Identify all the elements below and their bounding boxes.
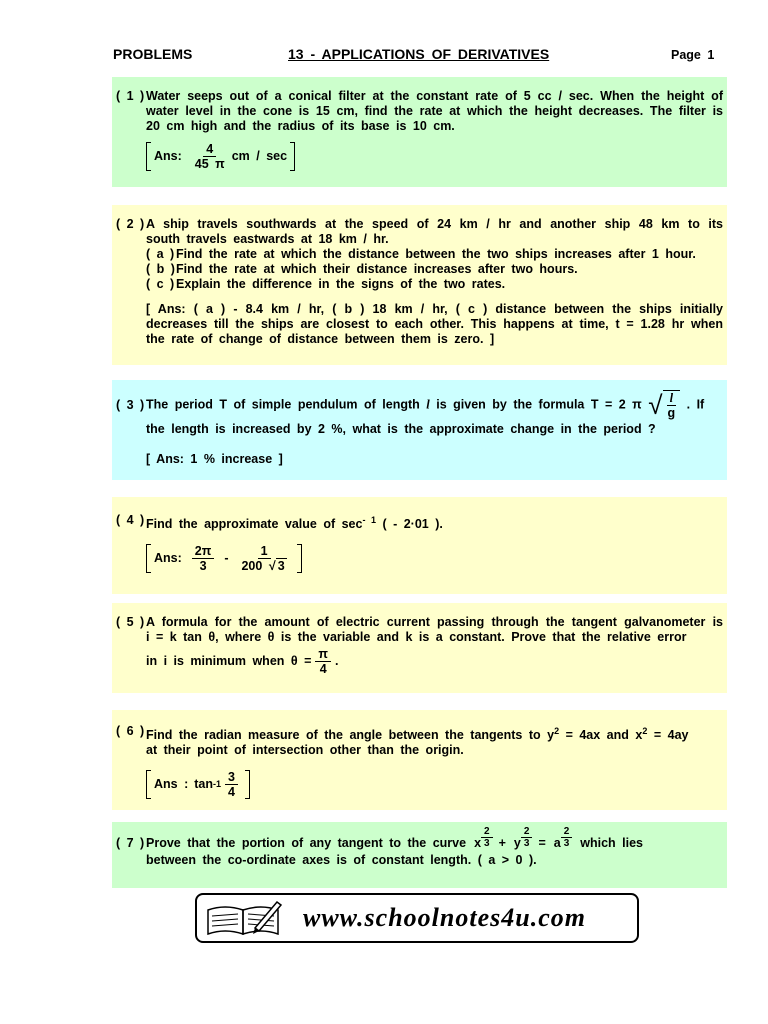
problem-number: ( 5 ) <box>116 615 145 629</box>
superscript: - 1 <box>362 515 376 525</box>
text-part: ( - 2·01 ). <box>382 517 443 532</box>
problem-6 <box>112 710 727 810</box>
problem-text-cont: between the co-ordinate axes is of constant length. ( a > 0 ). <box>146 853 537 867</box>
denominator: 4 <box>228 785 235 800</box>
text-part: = 4ay <box>653 728 689 743</box>
subpart-label: ( a ) <box>146 247 175 261</box>
problem-number: ( 4 ) <box>116 513 145 527</box>
fraction <box>225 770 238 799</box>
denominator: 200 √ 3 <box>241 559 285 574</box>
answer-label: Ans : <box>154 777 189 792</box>
problem-4 <box>112 497 727 594</box>
subpart-b <box>146 262 723 277</box>
text-part: . If <box>686 397 705 412</box>
denominator: 3 <box>199 559 207 574</box>
numerator: 2π <box>192 544 215 559</box>
text-part: The period T of simple pendulum of length <box>146 397 420 412</box>
denominator: g <box>667 406 676 420</box>
equation-var: x <box>635 728 643 743</box>
text-part: Prove that the portion of any tangent to the curve <box>146 836 467 850</box>
variable: l <box>426 397 430 412</box>
problem-text <box>146 513 443 532</box>
fraction-1 <box>192 544 215 573</box>
numerator: π <box>315 647 331 662</box>
curve-a: a <box>553 836 561 850</box>
answer-unit: cm / sec <box>231 149 288 163</box>
subpart-c <box>146 277 723 292</box>
numerator: 3 <box>225 770 238 785</box>
problem-7 <box>112 822 727 888</box>
subpart-label: ( b ) <box>146 262 175 276</box>
answer <box>146 142 295 171</box>
numerator: 2 <box>561 826 573 838</box>
numerator: l <box>667 391 676 406</box>
numerator: 2 <box>521 826 533 838</box>
superscript: -1 <box>213 779 222 790</box>
problem-text <box>146 724 723 743</box>
superscript: 2 <box>642 726 648 736</box>
numerator: 2 <box>481 826 493 838</box>
page-number: Page 1 <box>671 48 715 62</box>
equals-sign: = <box>538 836 546 850</box>
problem-text-cont: the length is increased by 2 %, what is the approximate change in the period ? <box>146 422 656 436</box>
website-url: www.schoolnotes4u.com <box>303 903 586 932</box>
subpart-label: ( c ) <box>146 277 175 291</box>
problem-number: ( 3 ) <box>116 397 145 412</box>
problem-3 <box>112 380 727 480</box>
answer <box>146 544 302 573</box>
text-part: is given by the formula T = 2 π <box>436 397 642 412</box>
denominator: 45 π <box>194 157 225 171</box>
problem-text: A formula for the amount of electric current passing through the tangent galvanometer is i = k tan θ, where θ is the variable and k is a constant. Prove that the relative error <box>146 615 723 644</box>
curve-x: x <box>474 836 482 850</box>
text-part: Find the approximate value of sec <box>146 517 363 532</box>
footer-banner <box>195 893 639 943</box>
text-part: which lies <box>580 836 644 850</box>
problem-text-cont: at their point of intersection other than the origin. <box>146 743 464 758</box>
equation-var: y <box>547 728 555 743</box>
text-part: Find the radian measure of the angle between the tangents to <box>146 728 541 743</box>
answer-fraction <box>192 142 228 171</box>
book-pen-icon <box>203 898 283 938</box>
subpart-text: Explain the difference in the signs of the two rates. <box>176 277 506 291</box>
answer: [ Ans: ( a ) - 8.4 km / hr, ( b ) 18 km / hr, ( c ) distance between the ships initially decreases till the ships are closest to each other. This happens at time, t = 1.28 hr when the rate of change of distance between them is zero. ] <box>146 302 723 346</box>
period: . <box>334 654 339 668</box>
root-value: 3 <box>277 559 285 574</box>
square-root: √ $\frac{l}{g}$ <box>648 390 680 420</box>
answer <box>146 770 250 799</box>
subpart-text: Find the rate at which the distance between the two ships increases after 1 hour. <box>176 247 696 261</box>
subpart-a <box>146 247 723 262</box>
minus-sign: - <box>224 551 229 566</box>
problem-text: A ship travels southwards at the speed of 24 km / hr and another ship 48 km to its south travels eastwards at 18 km / hr. <box>146 217 723 246</box>
problem-number: ( 6 ) <box>116 724 145 738</box>
denominator: 4 <box>319 662 327 676</box>
fraction <box>315 647 331 676</box>
text-part: = 4ax and <box>565 728 629 743</box>
problem-text-cont: in i is minimum when θ = <box>146 654 312 668</box>
problem-text <box>146 826 643 853</box>
denominator: 3 <box>484 838 490 849</box>
superscript: 2 <box>554 726 560 736</box>
denominator: 3 <box>523 838 530 849</box>
subpart-text: Find the rate at which their distance increases after two hours. <box>176 262 578 276</box>
numerator: 1 <box>258 544 271 559</box>
problem-1 <box>112 77 727 187</box>
problem-number: ( 2 ) <box>116 217 145 231</box>
exponent <box>521 826 533 849</box>
denominator-value: 200 <box>241 559 263 574</box>
page-title: 13 - APPLICATIONS OF DERIVATIVES <box>288 46 550 62</box>
problem-number: ( 1 ) <box>116 89 145 103</box>
problem-text <box>146 390 704 420</box>
header-left: PROBLEMS <box>113 46 193 62</box>
exponent <box>481 826 493 849</box>
curve-y: y <box>513 836 521 850</box>
function-name: tan <box>194 777 213 792</box>
problem-5 <box>112 603 727 693</box>
problem-number: ( 7 ) <box>116 836 145 850</box>
problem-2 <box>112 205 727 365</box>
answer-label: Ans: <box>154 551 182 566</box>
exponent <box>561 826 573 849</box>
plus-sign: + <box>498 836 506 850</box>
fraction-2 <box>238 544 289 573</box>
answer-label: Ans: <box>154 149 182 163</box>
answer: [ Ans: 1 % increase ] <box>146 452 283 466</box>
denominator: 3 <box>563 838 570 849</box>
problem-text: Water seeps out of a conical filter at the constant rate of 5 cc / sec. When the height of water level in the cone is 15 cm, find the rate at which the height decreases. The filter is 20 cm high and the radius of its base is 10 cm. <box>146 89 723 133</box>
numerator: 4 <box>203 142 216 157</box>
